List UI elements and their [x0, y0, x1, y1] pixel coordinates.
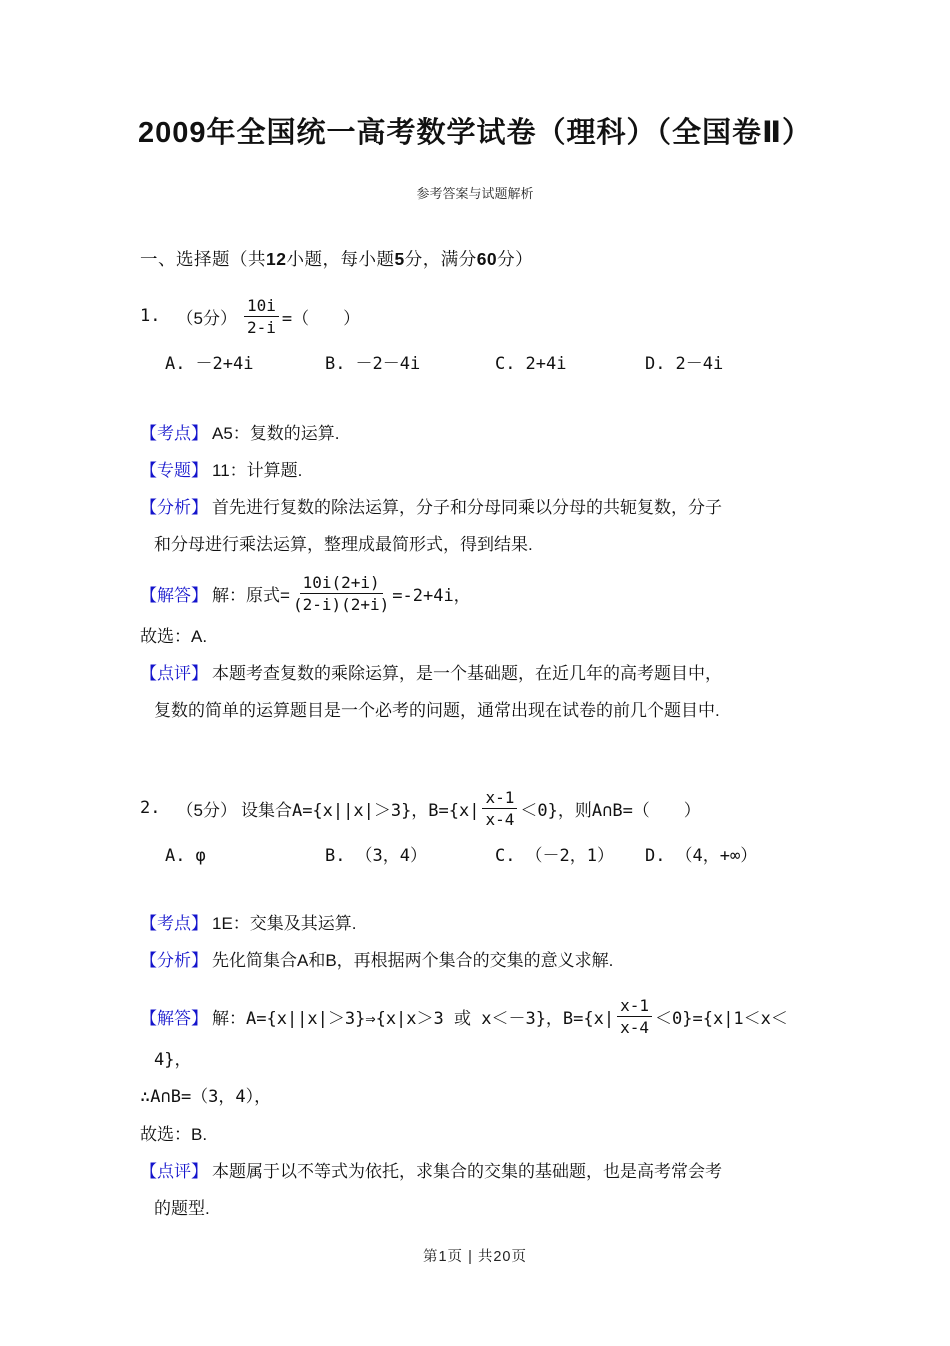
fenxi-text-line1: 首先进行复数的除法运算，分子和分母同乘以分母的共轭复数，分子	[212, 498, 722, 517]
question-number: 2.	[140, 798, 161, 818]
question-stem-text: ＜0}，则A∩B=（ ）	[520, 800, 701, 821]
option-text: 2－4i	[675, 354, 724, 374]
section-heading	[140, 246, 845, 271]
kaodian-text: 1E：交集及其运算.	[212, 914, 357, 933]
page-subtitle: 参考答案与试题解析	[416, 186, 534, 201]
option-item	[165, 352, 325, 376]
question-1-stem	[140, 288, 845, 344]
heading-number: 12	[266, 249, 287, 269]
jieda-tag: 【解答】	[140, 1008, 208, 1028]
jieda-pre-text: 解：原式=	[212, 585, 290, 605]
option-label: B.	[325, 354, 346, 374]
option-label: B.	[325, 846, 346, 866]
option-text: （3，4）	[355, 846, 427, 866]
option-text: －2－4i	[355, 354, 421, 374]
question-stem-text: =（ ）	[281, 308, 361, 329]
option-item	[495, 352, 645, 376]
jieda-tag: 【解答】	[140, 585, 208, 605]
heading-text: 小题，每小题	[286, 249, 395, 269]
fraction-denominator: x-4	[485, 809, 515, 829]
dianping-text-line2: 的题型.	[154, 1199, 210, 1218]
option-label: A.	[165, 846, 186, 866]
q2-conclusion-line: ∴A∩B=（3，4），	[140, 1087, 272, 1107]
q2-comment-paragraph	[140, 1160, 845, 1221]
fenxi-tag: 【分析】	[140, 498, 208, 517]
fraction	[482, 788, 517, 829]
page-title: 2009年全国统一高考数学试卷（理科）（全国卷Ⅱ）	[137, 117, 813, 149]
fraction	[617, 996, 652, 1037]
question-number: 1.	[140, 306, 161, 326]
fraction-numerator: x-1	[482, 788, 517, 809]
q2-analysis-row	[140, 949, 845, 973]
jieda-post-text: =-2+4i，	[392, 585, 471, 606]
question-2-options	[140, 844, 845, 868]
q2-answer-line	[140, 988, 845, 1044]
fraction-numerator: x-1	[617, 996, 652, 1017]
question-stem-text: 设集合A={x||x|＞3}，B={x|	[240, 800, 480, 821]
dianping-tag: 【点评】	[140, 664, 208, 683]
kaodian-text: A5：复数的运算.	[212, 424, 340, 443]
q2-choice-line: 故选：B.	[140, 1125, 208, 1144]
fraction-denominator: (2-i)(2+i)	[292, 594, 390, 614]
fenxi-text-line2: 和分母进行乘法运算，整理成最简形式，得到结果.	[154, 535, 533, 554]
dianping-text-line1: 本题属于以不等式为依托，求集合的交集的基础题，也是高考常会考	[212, 1162, 722, 1181]
question-points: （5分）	[176, 308, 237, 328]
q1-analysis-paragraph	[140, 496, 845, 557]
option-label: D.	[645, 354, 666, 374]
option-label: C.	[495, 354, 516, 374]
kaodian-tag: 【考点】	[140, 914, 208, 933]
footer-page-indicator: 第1页 | 共20页	[422, 1249, 528, 1265]
jieda-pre-text: 解：A={x||x|＞3}⇒{x|x＞3 或 x＜－3}，B={x|	[212, 1008, 615, 1029]
option-label: D.	[645, 846, 666, 866]
fenxi-tag: 【分析】	[140, 951, 208, 970]
option-label: C.	[495, 846, 516, 866]
option-text: 2+4i	[525, 354, 567, 374]
q2-kaodian-row	[140, 912, 845, 936]
option-text: －2+4i	[195, 354, 254, 374]
q1-kaodian-row	[140, 422, 845, 446]
heading-number: 5	[394, 249, 405, 269]
option-item	[325, 844, 495, 868]
kaodian-tag: 【考点】	[140, 424, 208, 443]
zhuanti-tag: 【专题】	[140, 461, 208, 480]
q2-answer-continuation: 4}，	[154, 1050, 192, 1070]
option-text: （－2，1）	[525, 846, 614, 866]
question-2-stem	[140, 780, 845, 836]
heading-text: 一、选择题（共	[140, 249, 266, 269]
dianping-tag: 【点评】	[140, 1162, 208, 1181]
jieda-post-text: ＜0}={x|1＜x＜	[655, 1008, 788, 1029]
q1-comment-paragraph	[140, 662, 845, 723]
fraction-numerator: 10i	[244, 296, 279, 317]
fenxi-text: 先化简集合A和B，再根据两个集合的交集的意义求解.	[212, 951, 614, 970]
heading-number: 60	[476, 249, 498, 269]
fraction	[244, 296, 279, 337]
question-points: （5分）	[176, 800, 237, 820]
option-item	[645, 352, 845, 376]
q1-choice-line: 故选：A.	[140, 627, 208, 646]
dianping-text-line2: 复数的简单的运算题目是一个必考的问题，通常出现在试卷的前几个题目中.	[154, 701, 720, 720]
option-item	[165, 844, 325, 868]
heading-text: 分，满分	[404, 249, 477, 269]
option-item	[325, 352, 495, 376]
zhuanti-text: 11：计算题.	[212, 461, 303, 480]
option-text: φ	[195, 846, 206, 866]
option-item	[495, 844, 645, 868]
fraction-denominator: 2-i	[246, 317, 276, 337]
option-item	[645, 844, 845, 868]
q1-answer-line	[140, 565, 845, 621]
option-label: A.	[165, 354, 186, 374]
fraction-denominator: x-4	[620, 1017, 650, 1037]
fraction-numerator: 10i(2+i)	[300, 573, 383, 594]
question-1-options	[140, 352, 845, 376]
dianping-text-line1: 本题考查复数的乘除运算，是一个基础题，在近几年的高考题目中，	[212, 664, 722, 683]
q1-zhuanti-row	[140, 459, 845, 483]
option-text: （4，+∞）	[675, 846, 758, 866]
fraction	[293, 573, 389, 614]
heading-text: 分）	[497, 249, 534, 269]
